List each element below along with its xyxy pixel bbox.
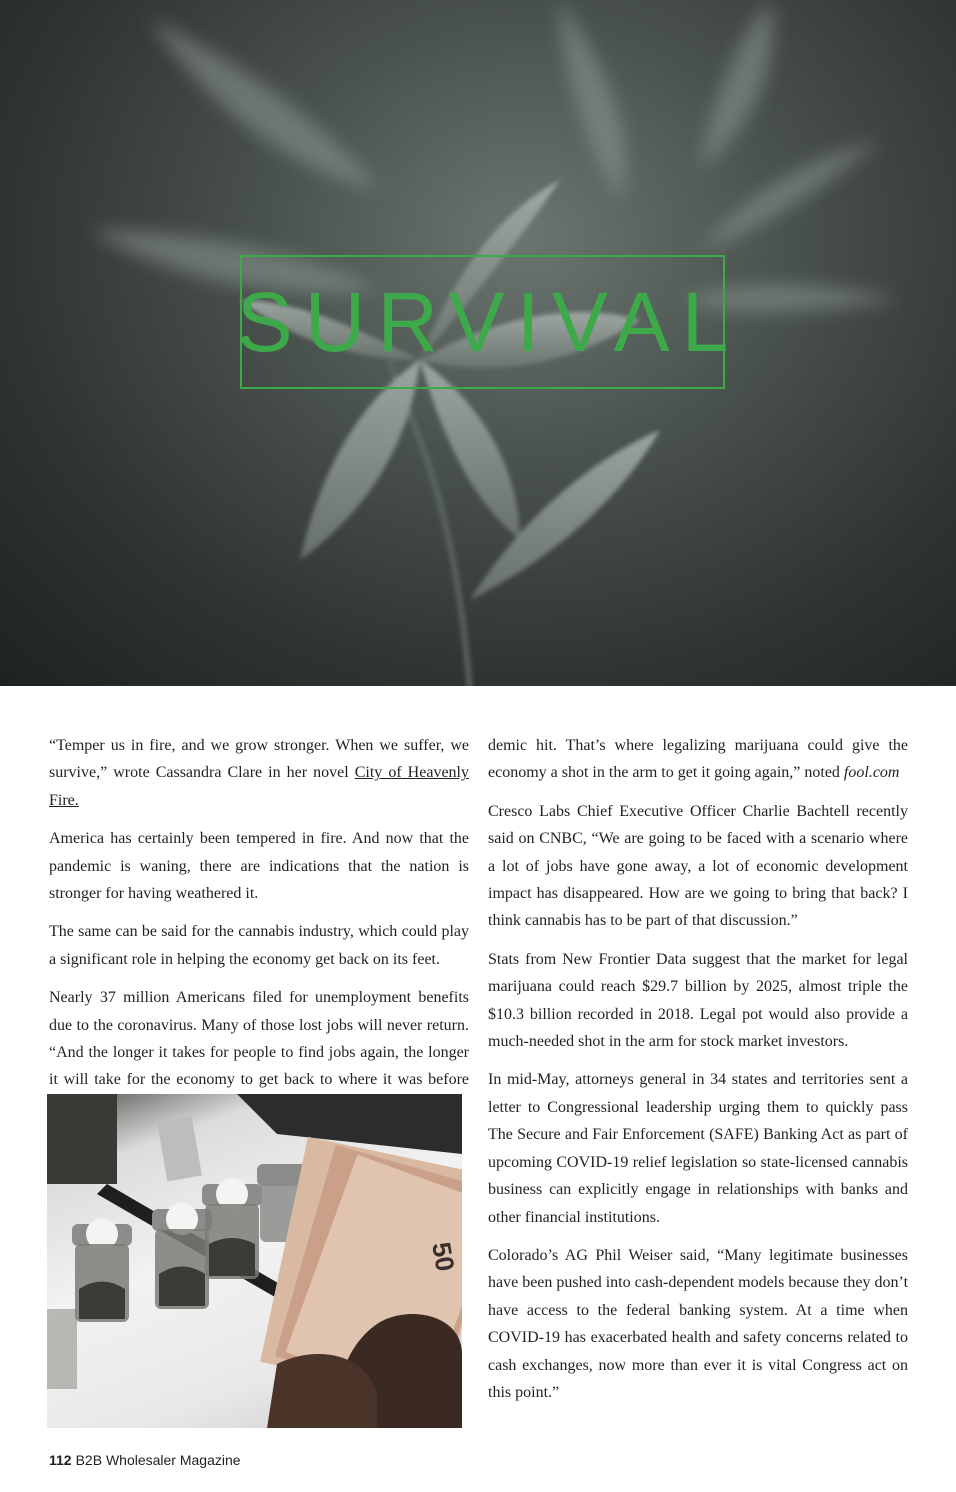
cannabis-jar (47, 1218, 132, 1389)
paragraph-cresco-labs: Cresco Labs Chief Executive Officer Charlie Bachtell recently said on CNBC, “We are going to be faced with a scenario where a lot of jobs have gone away, a lot of economic development impact has disappeared. How are we going to bring that back? I think cannabis has to be part of that discussion.” (488, 802, 908, 930)
paragraph-quote (49, 732, 469, 814)
article-title: SURVIVAL (236, 275, 741, 369)
paragraph-colorado-ag: Colorado’s AG Phil Weiser said, “Many legitimate businesses have been pushed into cash-dependent models because they don’t have access to the federal banking system. At a time when COVID-19 has exacerbated health and safety concerns related to cash exchanges, now more than ever it is vital Congress act on this point.” (488, 1246, 909, 1401)
source-name: fool.com (843, 764, 900, 782)
page-footer (49, 1452, 241, 1468)
banknote-denomination: 50 (426, 1239, 461, 1274)
paragraph-market-stats: Stats from New Frontier Data suggest that the market for legal marijuana could reach $29.7 billion by 2025, almost triple the $10.3 billion recorded in 2018. Legal pot would also provide a much-needed shot in the arm for stock market investors. (488, 950, 908, 1051)
cash-jars-illustration (47, 1094, 462, 1428)
book-title: City of Heavenly Fire. (49, 764, 469, 809)
continued-text: demic hit. That’s where legalizing marijuana could give the economy a shot in the arm to get it going again,” noted (488, 737, 908, 782)
paragraph-continued (488, 732, 908, 787)
paragraph-america: America has certainly been tempered in fire. And now that the pandemic is waning, there are indications that the nation is stronger for having weathered it. (49, 830, 469, 903)
article-column-right (488, 732, 908, 1417)
article-column-left (49, 732, 469, 1132)
cash-and-jars-photo (47, 1094, 462, 1428)
cannabis-jar (202, 1178, 262, 1279)
quote-text: “Temper us in fire, and we grow stronger. When we suffer, we survive,” wrote Cassandra Clare in her novel (49, 737, 469, 782)
paragraph-attorneys-general: In mid-May, attorneys general in 34 states and territories sent a letter to Congressional leadership urging them to quickly pass The Secure and Fair Enforcement (SAFE) Banking Act as part of upcoming COVID-19 relief legislation so state-licensed cannabis business can explicitly engage in relationships with banks and other financial institutions. (488, 1071, 908, 1226)
paragraph-cannabis-industry: The same can be said for the cannabis industry, which could play a significant role in helping the economy get back on its feet. (49, 923, 469, 968)
cannabis-jar (152, 1203, 212, 1309)
publication-name: B2B Wholesaler Magazine (75, 1452, 241, 1468)
title-box (236, 255, 741, 389)
paragraph-unemployment: Nearly 37 million Americans filed for unemployment benefits due to the coronavirus. Many of those lost jobs will never return. “And the longer it takes for people to find jobs again, the longer it will take for the economy to get back to where it was before (49, 989, 469, 1089)
page-number: 112 (49, 1452, 72, 1468)
hero-photo (0, 0, 956, 686)
